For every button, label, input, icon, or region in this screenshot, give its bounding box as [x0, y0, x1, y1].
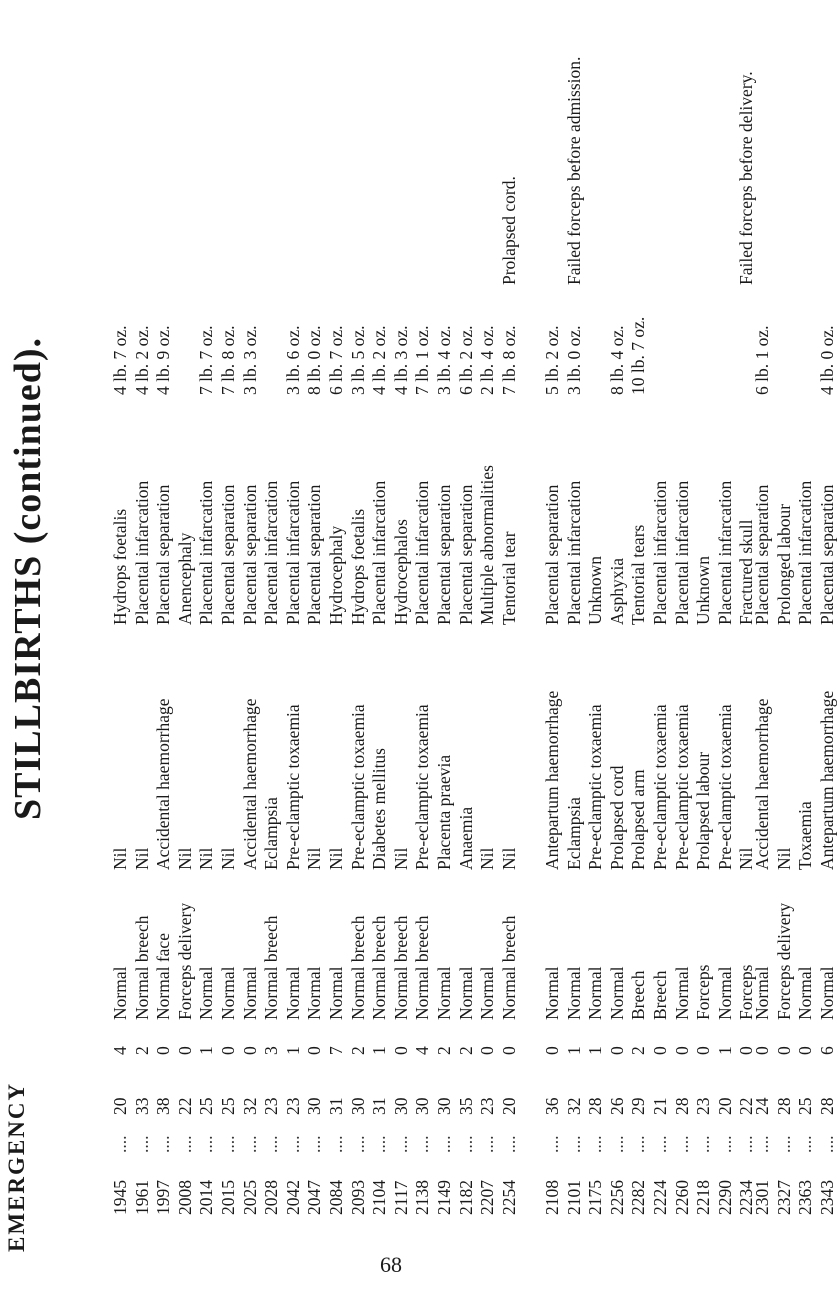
- cell-del: Normal: [218, 966, 238, 1020]
- cell-wt: 3 lb. 3 oz.: [239, 325, 260, 395]
- table-row: [304, 75, 325, 1215]
- table-row: [153, 75, 174, 1215]
- cell-wt: 4 lb. 2 oz.: [369, 325, 390, 395]
- cell-del: Normal: [542, 966, 562, 1020]
- cell-dots: ....: [239, 1135, 260, 1153]
- cell-age: 33: [131, 1097, 152, 1115]
- cell-cause: Placental infarcation: [131, 480, 152, 625]
- cell-comp: Nil: [736, 847, 757, 870]
- cell-age: 28: [773, 1097, 794, 1115]
- cell-dur: 0: [606, 1046, 627, 1055]
- cell-case: 2290: [714, 1180, 735, 1215]
- table-row: [175, 75, 196, 1215]
- cell-cause: Placental separation: [816, 484, 837, 625]
- cell-comp: Anaemia: [455, 806, 476, 870]
- cell-dur: 1: [196, 1046, 217, 1055]
- cell-del: Breech: [650, 970, 670, 1020]
- cell-cause: Unknown: [693, 555, 714, 625]
- cell-cause: Fractured skull: [736, 519, 757, 625]
- table-row: [585, 75, 606, 1215]
- cell-case: 2101: [563, 1180, 584, 1215]
- table-row: [650, 75, 671, 1215]
- cell-dots: ....: [261, 1135, 282, 1153]
- table-row: [693, 75, 714, 1215]
- cell-dots: ....: [650, 1135, 670, 1153]
- cell-wt: 6 lb. 2 oz.: [455, 325, 476, 395]
- table-row: [261, 75, 282, 1215]
- cell-dur: 1: [282, 1046, 303, 1055]
- cell-cause: Hydrocephalos: [390, 519, 411, 625]
- table-row: [477, 75, 498, 1215]
- cell-dots: ....: [585, 1135, 606, 1153]
- cell-dots: ....: [131, 1135, 152, 1153]
- cell-wt: 2 lb. 4 oz.: [477, 325, 498, 395]
- cell-dots: ....: [455, 1135, 476, 1153]
- cell-dots: ....: [110, 1135, 130, 1153]
- cell-dots: ....: [304, 1135, 325, 1153]
- cell-age: 28: [816, 1097, 837, 1115]
- cell-comp: Nil: [131, 847, 152, 870]
- cell-age: 32: [239, 1097, 260, 1115]
- cell-age: 23: [693, 1097, 714, 1115]
- cell-rem: Failed forceps before admission.: [563, 56, 584, 285]
- cell-case: 2015: [218, 1180, 238, 1215]
- cell-cause: Placental separation: [455, 484, 476, 625]
- cell-del: Normal face: [153, 933, 174, 1020]
- cell-case: 2207: [477, 1180, 498, 1215]
- cell-dur: 2: [628, 1046, 649, 1055]
- cell-comp: Nil: [110, 847, 130, 870]
- cell-wt: 3 lb. 0 oz.: [563, 325, 584, 395]
- cell-case: 1961: [131, 1180, 152, 1215]
- cell-comp: Nil: [196, 847, 217, 870]
- cell-dur: 1: [714, 1046, 735, 1055]
- cell-cause: Hydrops foetalis: [347, 508, 368, 625]
- cell-wt: 6 lb. 7 oz.: [326, 325, 346, 395]
- table-row: [132, 75, 153, 1215]
- cell-age: 32: [563, 1097, 584, 1115]
- table-row: [218, 75, 239, 1215]
- cell-age: 25: [218, 1097, 238, 1115]
- cell-dots: ....: [563, 1135, 584, 1153]
- cell-comp: Nil: [218, 847, 238, 870]
- table-row: [672, 75, 693, 1215]
- cell-dur: 7: [326, 1046, 346, 1055]
- cell-dots: ....: [773, 1135, 794, 1153]
- cell-wt: 3 lb. 6 oz.: [282, 325, 303, 395]
- cell-del: Normal breech: [131, 915, 152, 1020]
- table-row: [348, 75, 369, 1215]
- cell-dots: ....: [347, 1135, 368, 1153]
- cell-del: Forceps delivery: [174, 902, 195, 1020]
- cell-age: 20: [714, 1097, 735, 1115]
- cell-cause: Placental separation: [218, 484, 238, 625]
- cell-case: 2149: [434, 1180, 454, 1215]
- cell-del: Breech: [628, 970, 649, 1020]
- cell-age: 23: [282, 1097, 303, 1115]
- cell-dur: 0: [773, 1046, 794, 1055]
- cell-case: 2234: [736, 1180, 757, 1215]
- cell-wt: 4 lb. 7 oz.: [110, 325, 130, 395]
- cell-del: Forceps delivery: [773, 902, 794, 1020]
- cell-dur: 4: [110, 1046, 130, 1055]
- stillbirths-table: [102, 56, 837, 1215]
- cell-comp: Nil: [498, 847, 519, 870]
- cell-dots: ....: [434, 1135, 454, 1153]
- cell-comp: Nil: [773, 847, 794, 870]
- cell-dur: 0: [239, 1046, 260, 1055]
- cell-case: 2282: [628, 1180, 649, 1215]
- cell-wt: 7 lb. 1 oz.: [412, 325, 433, 395]
- table-row: [434, 75, 455, 1215]
- cell-age: 23: [261, 1097, 282, 1115]
- cell-dots: ....: [477, 1135, 498, 1153]
- cell-comp: Nil: [304, 847, 325, 870]
- page-number: 68: [380, 1252, 402, 1277]
- table-row: [715, 75, 736, 1215]
- cell-case: 2104: [369, 1180, 390, 1215]
- cell-dur: 2: [131, 1046, 152, 1055]
- cell-cause: Placental separation: [542, 484, 562, 625]
- table-row: [456, 75, 477, 1215]
- cell-cause: Asphyxia: [606, 557, 627, 625]
- cell-dur: 2: [434, 1046, 454, 1055]
- cell-dur: 0: [153, 1046, 174, 1055]
- table-row: [369, 75, 390, 1215]
- cell-age: 25: [795, 1097, 816, 1115]
- cell-case: 2014: [196, 1180, 217, 1215]
- cell-comp: Nil: [477, 847, 498, 870]
- cell-cause: Placental infarcation: [714, 480, 735, 625]
- cell-case: 2108: [542, 1180, 562, 1215]
- cell-cause: Placental infarcation: [369, 480, 390, 625]
- cell-dur: 4: [412, 1046, 433, 1055]
- cell-dots: ....: [606, 1135, 627, 1153]
- cell-age: 30: [347, 1097, 368, 1115]
- cell-age: 22: [736, 1097, 757, 1115]
- cell-case: 2224: [650, 1180, 670, 1215]
- cell-del: Normal: [816, 966, 837, 1020]
- cell-comp: Pre-eclamptic toxaemia: [585, 704, 606, 870]
- cell-comp: Pre-eclamptic toxaemia: [671, 704, 692, 870]
- cell-cause: Placental infarcation: [650, 480, 670, 625]
- cell-del: Normal breech: [412, 915, 433, 1020]
- cell-del: Normal: [282, 966, 303, 1020]
- cell-cause: Placental separation: [153, 484, 174, 625]
- cell-age: 30: [390, 1097, 411, 1115]
- cell-del: Normal: [110, 966, 130, 1020]
- table-row: [499, 75, 520, 1215]
- cell-del: Normal: [563, 966, 584, 1020]
- cell-dur: 0: [752, 1046, 772, 1055]
- cell-age: 36: [542, 1097, 562, 1115]
- cell-cause: Hydrops foetalis: [110, 508, 130, 625]
- cell-dur: 2: [455, 1046, 476, 1055]
- cell-dur: 0: [650, 1046, 670, 1055]
- cell-age: 20: [110, 1097, 130, 1115]
- cell-cause: Tentorial tears: [628, 524, 649, 625]
- cell-wt: 3 lb. 4 oz.: [434, 325, 454, 395]
- cell-dur: 1: [585, 1046, 606, 1055]
- cell-dur: 0: [736, 1046, 757, 1055]
- cell-case: 2093: [347, 1180, 368, 1215]
- cell-del: Normal: [585, 966, 606, 1020]
- cell-comp: Diabetes mellitus: [369, 748, 390, 870]
- cell-case: 2363: [795, 1180, 816, 1215]
- cell-case: 2042: [282, 1180, 303, 1215]
- cell-dots: ....: [196, 1135, 217, 1153]
- cell-case: 2117: [390, 1180, 411, 1215]
- cell-del: Normal: [477, 966, 498, 1020]
- cell-age: 30: [412, 1097, 433, 1115]
- cell-del: Normal: [671, 966, 692, 1020]
- page-title: STILLBIRTHS (continued).: [7, 336, 49, 820]
- cell-comp: Eclampsia: [563, 797, 584, 870]
- cell-dots: ....: [326, 1135, 346, 1153]
- cell-del: Normal: [434, 966, 454, 1020]
- cell-comp: Accidental haemorrhage: [239, 698, 260, 870]
- cell-dur: 1: [563, 1046, 584, 1055]
- cell-dots: ....: [671, 1135, 692, 1153]
- cell-cause: Placental infarcation: [196, 480, 217, 625]
- cell-del: Normal: [196, 966, 217, 1020]
- cell-wt: 8 lb. 0 oz.: [304, 325, 325, 395]
- cell-age: 31: [369, 1097, 390, 1115]
- cell-cause: Multiple abnormalities: [477, 465, 498, 625]
- cell-age: 28: [585, 1097, 606, 1115]
- cell-age: 24: [752, 1097, 772, 1115]
- cell-wt: 4 lb. 9 oz.: [153, 325, 174, 395]
- cell-comp: Toxaemia: [795, 801, 816, 870]
- cell-dur: 0: [477, 1046, 498, 1055]
- cell-dots: ....: [816, 1135, 837, 1153]
- cell-dur: 0: [542, 1046, 562, 1055]
- cell-case: 2254: [498, 1180, 519, 1215]
- cell-comp: Pre-eclamptic toxaemia: [347, 704, 368, 870]
- cell-del: Normal breech: [261, 915, 282, 1020]
- cell-dots: ....: [174, 1135, 195, 1153]
- cell-cause: Placental infarcation: [563, 480, 584, 625]
- cell-dots: ....: [714, 1135, 735, 1153]
- cell-del: Forceps: [736, 964, 757, 1020]
- cell-cause: Placental separation: [239, 484, 260, 625]
- cell-age: 38: [153, 1097, 174, 1115]
- table-row: [196, 75, 217, 1215]
- cell-case: 2182: [455, 1180, 476, 1215]
- cell-case: 2327: [773, 1180, 794, 1215]
- cell-comp: Pre-eclamptic toxaemia: [412, 704, 433, 870]
- cell-del: Normal: [239, 966, 260, 1020]
- cell-age: 22: [174, 1097, 195, 1115]
- cell-del: Normal breech: [347, 915, 368, 1020]
- cell-age: 21: [650, 1097, 670, 1115]
- cell-cause: Placental separation: [752, 484, 772, 625]
- table-row: [110, 75, 131, 1215]
- cell-case: 2028: [261, 1180, 282, 1215]
- section-label: EMERGENCY: [4, 1081, 29, 1252]
- table-row: [752, 75, 773, 1215]
- cell-age: 25: [196, 1097, 217, 1115]
- cell-del: Normal: [752, 966, 772, 1020]
- cell-dots: ....: [628, 1135, 649, 1153]
- cell-dots: ....: [390, 1135, 411, 1153]
- cell-comp: Nil: [390, 847, 411, 870]
- cell-del: Normal: [455, 966, 476, 1020]
- cell-comp: Antepartum haemorrhage: [816, 690, 837, 870]
- table-row: [283, 75, 304, 1215]
- cell-comp: Antepartum haemorrhage: [542, 690, 562, 870]
- cell-case: 2260: [671, 1180, 692, 1215]
- cell-comp: Prolapsed cord: [606, 765, 627, 870]
- cell-comp: Eclampsia: [261, 797, 282, 870]
- cell-comp: Pre-eclamptic toxaemia: [714, 704, 735, 870]
- cell-age: 35: [455, 1097, 476, 1115]
- cell-dots: ....: [153, 1135, 174, 1153]
- cell-case: 2343: [816, 1180, 837, 1215]
- cell-cause: Placental infarcation: [412, 480, 433, 625]
- cell-comp: Pre-eclamptic toxaemia: [282, 704, 303, 870]
- cell-dots: ....: [795, 1135, 816, 1153]
- cell-comp: Placenta praevia: [434, 754, 454, 870]
- cell-comp: Accidental haemorrhage: [153, 698, 174, 870]
- cell-wt: 7 lb. 7 oz.: [196, 325, 217, 395]
- cell-wt: 4 lb. 2 oz.: [131, 325, 152, 395]
- cell-rem: Prolapsed cord.: [498, 176, 519, 285]
- table-row: [817, 75, 838, 1215]
- cell-del: Forceps: [693, 964, 714, 1020]
- cell-wt: 7 lb. 8 oz.: [218, 325, 238, 395]
- cell-del: Normal breech: [498, 915, 519, 1020]
- cell-dots: ....: [218, 1135, 238, 1153]
- cell-del: Normal: [326, 966, 346, 1020]
- cell-comp: Nil: [326, 847, 346, 870]
- cell-cause: Placental infarcation: [282, 480, 303, 625]
- cell-del: Normal: [795, 966, 816, 1020]
- table-row: [774, 75, 795, 1215]
- cell-wt: 3 lb. 5 oz.: [347, 325, 368, 395]
- cell-dots: ....: [752, 1135, 772, 1153]
- cell-dots: ....: [282, 1135, 303, 1153]
- cell-cause: Placental separation: [434, 484, 454, 625]
- cell-comp: Nil: [174, 847, 195, 870]
- table-row: [795, 75, 816, 1215]
- cell-case: 2047: [304, 1180, 325, 1215]
- cell-del: Normal breech: [369, 915, 390, 1020]
- cell-dur: 0: [795, 1046, 816, 1055]
- cell-dur: 0: [671, 1046, 692, 1055]
- table-row: [412, 75, 433, 1215]
- cell-cause: Placental infarcation: [671, 480, 692, 625]
- cell-cause: Placental infarcation: [795, 480, 816, 625]
- cell-age: 30: [304, 1097, 325, 1115]
- cell-dots: ....: [498, 1135, 519, 1153]
- cell-dur: 0: [304, 1046, 325, 1055]
- cell-age: 28: [671, 1097, 692, 1115]
- cell-comp: Pre-eclamptic toxaemia: [650, 704, 670, 870]
- cell-dur: 0: [693, 1046, 714, 1055]
- cell-dur: 3: [261, 1046, 282, 1055]
- cell-wt: 6 lb. 1 oz.: [752, 325, 772, 395]
- cell-age: 26: [606, 1097, 627, 1115]
- cell-age: 23: [477, 1097, 498, 1115]
- cell-case: 2301: [752, 1180, 772, 1215]
- cell-case: 2256: [606, 1180, 627, 1215]
- cell-dur: 0: [498, 1046, 519, 1055]
- cell-wt: 8 lb. 4 oz.: [606, 325, 627, 395]
- cell-del: Normal breech: [390, 915, 411, 1020]
- cell-case: 2175: [585, 1180, 606, 1215]
- cell-case: 2084: [326, 1180, 346, 1215]
- cell-dots: ....: [693, 1135, 714, 1153]
- cell-dur: 0: [174, 1046, 195, 1055]
- cell-cause: Placental separation: [304, 484, 325, 625]
- cell-comp: Accidental haemorrhage: [752, 698, 772, 870]
- cell-cause: Unknown: [585, 555, 606, 625]
- cell-case: 1997: [153, 1180, 174, 1215]
- cell-dots: ....: [736, 1135, 757, 1153]
- cell-dur: 1: [369, 1046, 390, 1055]
- cell-comp: Prolapsed arm: [628, 769, 649, 870]
- cell-cause: Anencephaly: [174, 532, 195, 625]
- cell-del: Normal: [606, 966, 627, 1020]
- table-row: [326, 75, 347, 1215]
- cell-case: 2008: [174, 1180, 195, 1215]
- cell-case: 1945: [110, 1180, 130, 1215]
- cell-age: 30: [434, 1097, 454, 1115]
- cell-dur: 0: [390, 1046, 411, 1055]
- cell-dots: ....: [369, 1135, 390, 1153]
- cell-del: Normal: [304, 966, 325, 1020]
- cell-age: 31: [326, 1097, 346, 1115]
- cell-dots: ....: [542, 1135, 562, 1153]
- cell-case: 2138: [412, 1180, 433, 1215]
- cell-dots: ....: [412, 1135, 433, 1153]
- cell-wt: 10 lb. 7 oz.: [628, 316, 649, 395]
- cell-dur: 2: [347, 1046, 368, 1055]
- cell-cause: Tentorial tear: [498, 531, 519, 625]
- cell-comp: Prolapsed labour: [693, 751, 714, 870]
- table-row: [563, 56, 585, 1215]
- cell-wt: 4 lb. 0 oz.: [816, 325, 837, 395]
- cell-wt: 5 lb. 2 oz.: [542, 325, 562, 395]
- cell-del: Normal: [714, 966, 735, 1020]
- table-row: [607, 75, 628, 1215]
- cell-age: 29: [628, 1097, 649, 1115]
- cell-cause: Placental infarcation: [261, 480, 282, 625]
- table-row: [391, 75, 412, 1215]
- cell-dur: 6: [816, 1046, 837, 1055]
- cell-cause: Hydrocephaly: [326, 525, 346, 625]
- table-row: [542, 75, 563, 1215]
- cell-case: 2218: [693, 1180, 714, 1215]
- table-row: [240, 75, 261, 1215]
- cell-wt: 7 lb. 8 oz.: [498, 325, 519, 395]
- cell-case: 2025: [239, 1180, 260, 1215]
- cell-wt: 4 lb. 3 oz.: [390, 325, 411, 395]
- cell-rem: Failed forceps before delivery.: [736, 71, 757, 285]
- cell-dur: 0: [218, 1046, 238, 1055]
- table-row: [628, 75, 649, 1215]
- cell-cause: Prolonged labour: [773, 503, 794, 625]
- cell-age: 20: [498, 1097, 519, 1115]
